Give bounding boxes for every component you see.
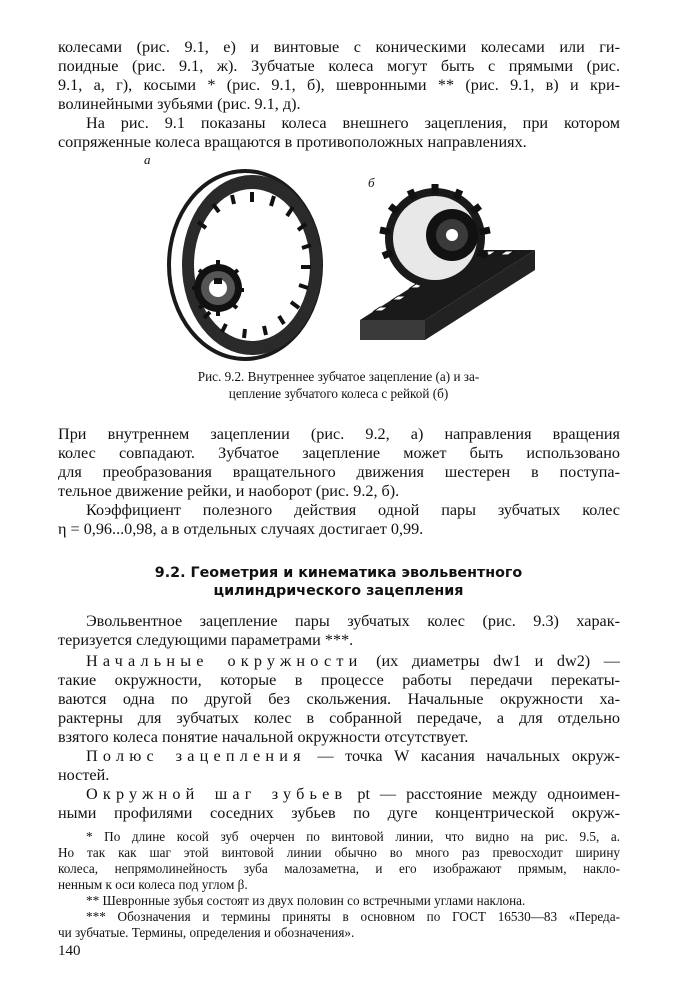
text-line: На рис. 9.1 показаны колеса внешнего зацепления, при котором bbox=[86, 114, 620, 132]
footnote-line: колеса, непрямолинейность зуба малозаметна, и его изображают прямым, накло- bbox=[58, 861, 620, 876]
figure-label-b: б bbox=[368, 175, 375, 190]
text-line: поидные (рис. 9.1, ж). Зубчатые колеса могут быть с прямыми (рис. bbox=[58, 57, 620, 75]
internal-gear-illustration bbox=[160, 160, 330, 370]
text-fragment: (их диаметры dw1 и dw2) — bbox=[376, 652, 620, 670]
footnote-line: ненным к оси колеса под углом β. bbox=[58, 877, 248, 892]
text-line: 9.1, а, г), косыми * (рис. 9.1, б), шевронными ** (рис. 9.1, в) и кри- bbox=[58, 76, 620, 94]
text-line: ными профилями соседних зубьев по дуге концентрической окруж- bbox=[58, 804, 620, 822]
text-line: При внутреннем зацеплении (рис. 9.2, а) направления вращения bbox=[58, 425, 620, 443]
text-line: Эвольвентное зацепление пары зубчатых колес (рис. 9.3) харак- bbox=[86, 612, 620, 630]
text-line: взятого колеса понятие начальной окружности отсутствует. bbox=[58, 728, 469, 746]
figure-label-a: а bbox=[144, 152, 151, 167]
text-line: колес совпадают. Зубчатое зацепление может быть использовано bbox=[58, 444, 620, 462]
text-line bbox=[86, 747, 620, 766]
text-line: волинейными зубьями (рис. 9.1, д). bbox=[58, 95, 301, 113]
text-line: колесами (рис. 9.1, е) и винтовые с коническими колесами или ги- bbox=[58, 38, 620, 56]
figure-caption: Рис. 9.2. Внутреннее зубчатое зацепление (а) и за- bbox=[197, 369, 480, 384]
footnote-line: Но так как шаг этой винтовой линии обычно во много раз превосходит ширину bbox=[58, 845, 620, 860]
text-fragment: — точка W касания начальных окруж- bbox=[317, 747, 621, 765]
section-heading: цилиндрического зацепления bbox=[213, 583, 464, 599]
text-line bbox=[86, 785, 620, 804]
text-line: Коэффициент полезного действия одной пары зубчатых колес bbox=[86, 501, 620, 519]
text-line: тельное движение рейки, и наоборот (рис. 9.2, б). bbox=[58, 482, 400, 500]
section-heading: 9.2. Геометрия и кинематика эвольвентного bbox=[154, 565, 523, 581]
text-line: такие окружности, которые в процессе работы передачи перекаты- bbox=[58, 671, 620, 689]
text-line bbox=[86, 652, 620, 671]
footnote-line: ** Шевронные зубья состоят из двух половин со встречными углами наклона. bbox=[86, 893, 526, 908]
footnote-line: чи зубчатые. Термины, определения и обозначения». bbox=[58, 925, 355, 940]
figure-caption: цепление зубчатого колеса с рейкой (б) bbox=[228, 386, 449, 401]
footnote-line: *** Обозначения и термины приняты в основном по ГОСТ 16530—83 «Переда- bbox=[86, 909, 620, 924]
footnote-line: * По длине косой зуб очерчен по винтовой линии, что видно на рис. 9.5, а. bbox=[86, 829, 620, 844]
text-line: для преобразования вращательного движения шестерен в поступа- bbox=[58, 463, 620, 481]
text-line: ваются одна по другой без скольжения. Начальные окружности ха- bbox=[58, 690, 620, 708]
term-spaced: Окружной шаг зубьев bbox=[86, 785, 348, 803]
term-spaced: Начальные окружности bbox=[86, 652, 363, 670]
text-line: ностей. bbox=[58, 766, 110, 784]
text-line: η = 0,96...0,98, а в отдельных случаях достигает 0,99. bbox=[58, 520, 424, 538]
text-line: рактерны для зубчатых колес в собранной передаче, а для отдельно bbox=[58, 709, 620, 727]
text-line: сопряженные колеса вращаются в противоположных направлениях. bbox=[58, 133, 527, 151]
page-number: 140 bbox=[58, 943, 81, 959]
text-fragment: pt — расстояние между одноимен- bbox=[357, 785, 620, 803]
rack-and-pinion-illustration bbox=[360, 180, 540, 350]
text-line: теризуется следующими параметрами ***. bbox=[58, 631, 354, 649]
term-spaced: Полюс зацепления bbox=[86, 747, 306, 765]
